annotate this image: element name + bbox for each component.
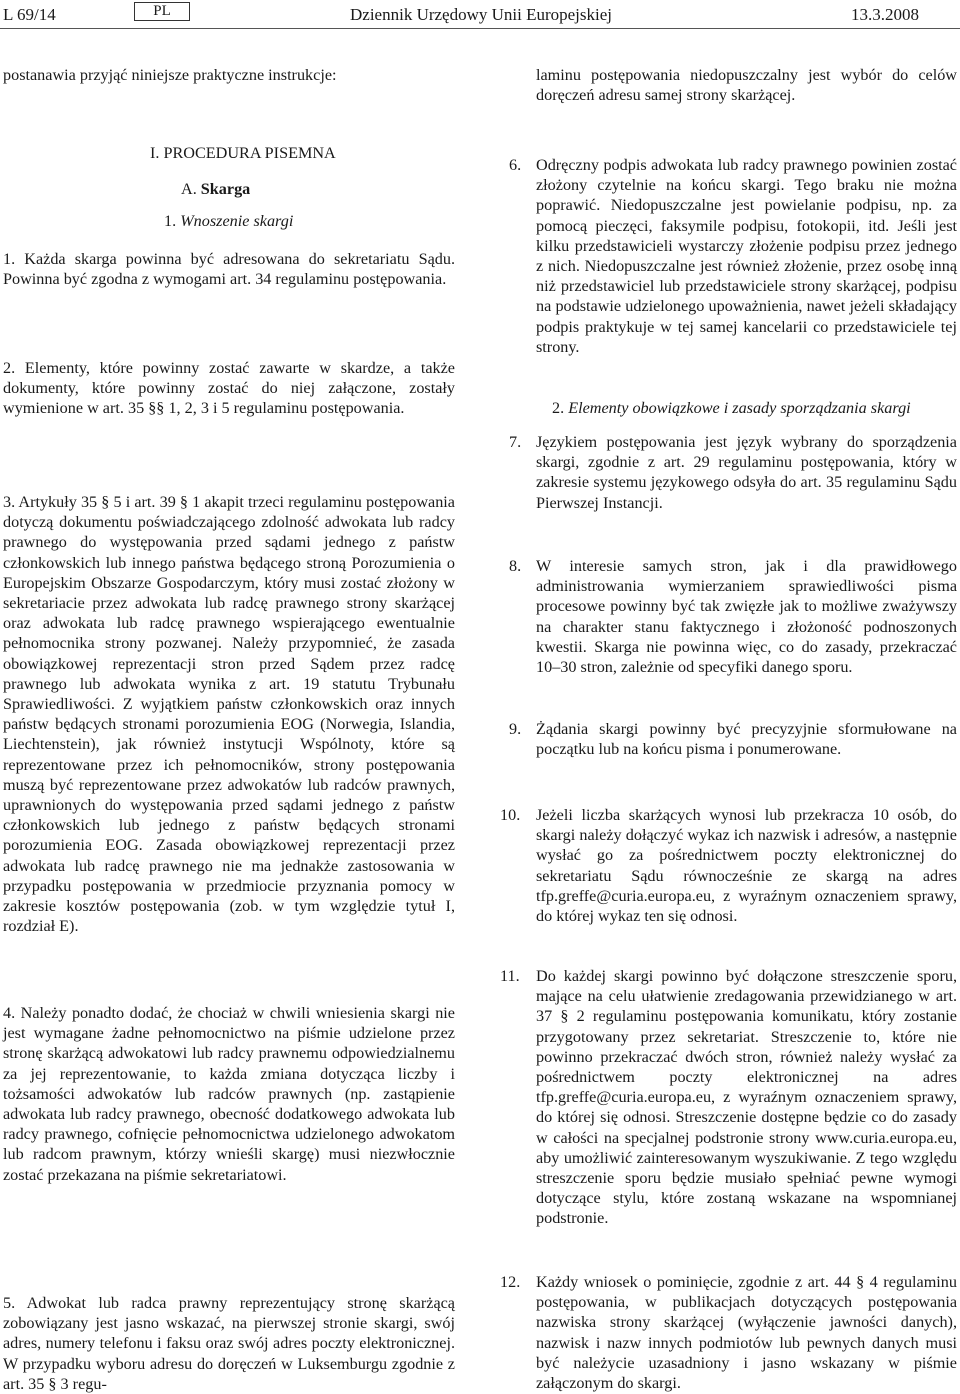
subsection-prefix: A. [181,180,197,198]
paragraph-9 [509,719,957,759]
paragraph-8-number: 8. [509,557,522,575]
paragraph-7-text: Językiem postępowania jest język wybrany do sporządzenia skargi, zgodnie z art. 29 regulaminu postępowania, który w zakresie systemu językowego odsyła do art. 35 regulaminu Sądu Pierwszej Instancji. [536,433,957,512]
intro-text: postanawia przyjąć niniejsze praktyczne instrukcje: [3,66,337,84]
paragraph-9-text: Żądania skargi powinny być precyzyjnie sformułowane na początku lub na końcu pisma i ponumerowane. [536,720,957,759]
section-heading: I. PROCEDURA PISEMNA [150,144,336,162]
paragraph-5: 5. Adwokat lub radca prawny reprezentujący stronę skarżącą zobowiązany jest jasno wskazać, na pierwszej stronie skargi, swój adres, numery telefonu i faksu oraz swój adres poczty elektronicznej. W przypadku wyboru adresu do doręczeń w Luksemburgu zgodnie z art. 35 § 3 regu- [3,1294,455,1393]
paragraph-6-text: Odręczny podpis adwokata lub radcy prawnego powinien zostać złożony czytelnie na końcu skargi. Tego braku nie można poprawić. Niedopuszczalne jest powielanie podpisu, np. za pomocą pieczęci, faksymile podpisu, fotokopii, itd. Jeśli jest kilku przedstawicieli wystarczy złożenie podpisu przez jednego z nich. Niedopuszczalne jest również złożenie, przez osobę inną niż przedstawiciel lub przedstawiciele strony skarżącej, podpisu na podstawie udzielonego upoważnienia, nawet jeżeli składający podpis praktykuje w tej samej kancelarii co przedstawiciele tej strony. [536,156,957,356]
paragraph-8-text: W interesie samych stron, jak i dla prawidłowego administrowania wymierzaniem sprawiedliwości pisma procesowe powinny być tak zwięzłe jak to możliwe zważywszy na charakter stanu faktycznego i złożoność podnoszonych kwestii. Skarga nie powinna więc, co do zasady, przekraczać 10–30 stron, zależnie od specyfiki danego sporu. [536,557,957,677]
publication-date: 13.3.2008 [851,5,919,24]
paragraph-6 [509,155,957,357]
continued-text: laminu postępowania niedopuszczalny jest wybór do celów doręczeń adresu samej strony skarżącej. [536,66,957,105]
paragraph-10-text: Jeżeli liczba skarżących wynosi lub przekracza 10 osób, do skargi należy dołączyć wykaz ich nazwisk i adresów, a następnie wysłać go za pośrednictwem poczty elektronicznej do sekretariatu Sądu równocześnie ze skargą na adres tfp.greffe@curia.europa.eu, z wyraźnym oznaczeniem sprawy, do której wykaz ten się odnosi. [536,806,957,926]
subheading-elements-prefix: 2. [552,399,565,417]
page-number: L 69/14 [3,5,56,24]
subsection-heading [181,179,250,199]
subheading-title: Wnoszenie skargi [180,212,294,230]
paragraph-6-number: 6. [509,156,522,174]
subsection-title: Skarga [200,180,251,198]
header-rule [0,28,960,29]
paragraph-7-number: 7. [509,433,522,451]
paragraph-7 [509,432,957,513]
subheading-elements [552,398,911,418]
paragraph-12-number: 12. [500,1273,521,1291]
subheading-filing [164,211,293,231]
paragraph-11-text: Do każdej skargi powinno być dołączone streszczenie sporu, mające na celu ułatwienie zredagowania przewidzianego w art. 37 § 2 regulaminu postępowania komunikatu, który zostanie przygotowany przez sekretariat. Streszczenie to, które nie powinno przekraczać dwóch stron, również należy wysłać za pośrednictwem poczty elektronicznej na adres tfp.greffe@curia.europa.eu, z wyraźnym oznaczeniem sprawy, do której się odnosi. Streszczenie dostępne będzie co do zasady w całości na specjalnej podstronie strony www.curia.europa.eu, aby umożliwić zainteresowanym wyszukiwanie. Z tego względu streszczenie sporu będzie musiało spełniać pewne wymogi dotyczące stylu, które zostaną wskazane na wspomnianej podstronie. [536,967,957,1228]
subheading-elements-title: Elementy obowiązkowe i zasady sporządzania skargi [568,399,911,417]
paragraph-3: 3. Artykuły 35 § 5 i art. 39 § 1 akapit trzeci regulaminu postępowania dotyczą dokumentu poświadczającego zdolność adwokata lub radcy prawnego do występowania przed sądami jednego z państw członkowskich lub innego państwa będącego stroną Porozumienia o Europejskim Obszarze Gospodarczym, który musi zostać złożony w sekretariacie przez adwokata lub radcę prawnego strony skarżącej oraz adwokata lub radcę prawnego wspierającego ewentualnie pełnomocnika strony pozwanej. Należy przypomnieć, że zasada obowiązkowej reprezentacji stron przed Sądem przez radcę prawnego lub adwokata wynika z art. 19 statutu Trybunału Sprawiedliwości. Z wyjątkiem państw członkowskich oraz innych państw będących stronami porozumienia EOG (Norwegia, Islandia, Liechtenstein), jak również instytucji Wspólnoty, które są reprezentowane przez ich pełnomocników, strony postępowania muszą być reprezentowane przez adwokatów lub radców prawnych, uprawnionych do występowania przed sądami jednego z państw członkowskich lub jednego z państw będących stronami porozumienia EOG. Zasada obowiązkowej reprezentacji przez adwokata lub radcę prawnego nie ma jednakże zastosowania w przypadku postępowania w przedmiocie przyznania pomocy w zakresie kosztów postępowania (zob. w tym względzie tytuł I, rozdział E). [3,493,455,936]
language-badge: PL [134,2,190,21]
paragraph-4: 4. Należy ponadto dodać, że chociaż w chwili wniesienia skargi nie jest wymagane żadne pełnomocnictwo na piśmie udzielone przez stronę skarżącą adwokatowi lub radcy prawnemu odpowiedzialnemu za jej reprezentowanie, to każda zmiana dotycząca liczby i tożsamości adwokatów lub radców prawnych (np. zastąpienie adwokata lub radcy prawnego, obecność dodatkowego adwokata lub radcy prawnego, cofnięcie pełnomocnictwa udzielonego adwokatom lub radcom prawnym, którzy wnieśli skargę) musi niezwłocznie zostać przekazana na piśmie sekretariatowi. [3,1004,455,1184]
paragraph-11 [500,966,957,1229]
paragraph-1: 1. Każda skarga powinna być adresowana do sekretariatu Sądu. Powinna być zgodna z wymogami art. 34 regulaminu postępowania. [3,250,455,289]
paragraph-11-number: 11. [500,967,520,985]
subheading-prefix: 1. [164,212,177,230]
page-header [0,0,960,40]
paragraph-12 [500,1272,957,1393]
paragraph-9-number: 9. [509,720,522,738]
journal-title: Dziennik Urzędowy Unii Europejskiej [350,5,613,24]
paragraph-8 [509,556,957,677]
paragraph-10-number: 10. [500,806,521,824]
paragraph-2: 2. Elementy, które powinny zostać zawarte w skardze, a także dokumenty, które powinny zostać do niej załączone, zostały wymienione w art. 35 §§ 1, 2, 3 i 5 regulaminu postępowania. [3,359,455,418]
paragraph-10 [500,805,957,926]
paragraph-12-text: Każdy wniosek o pominięcie, zgodnie z art. 44 § 4 regulaminu postępowania, w publikacjach dotyczących postępowania nazwiska strony skarżącej (wyłączenie jawności danych), nazwisk i nazw innych podmiotów lub pewnych danych musi być należycie uzasadniony i jasno wskazany w piśmie załączonym do skargi. [536,1273,957,1393]
